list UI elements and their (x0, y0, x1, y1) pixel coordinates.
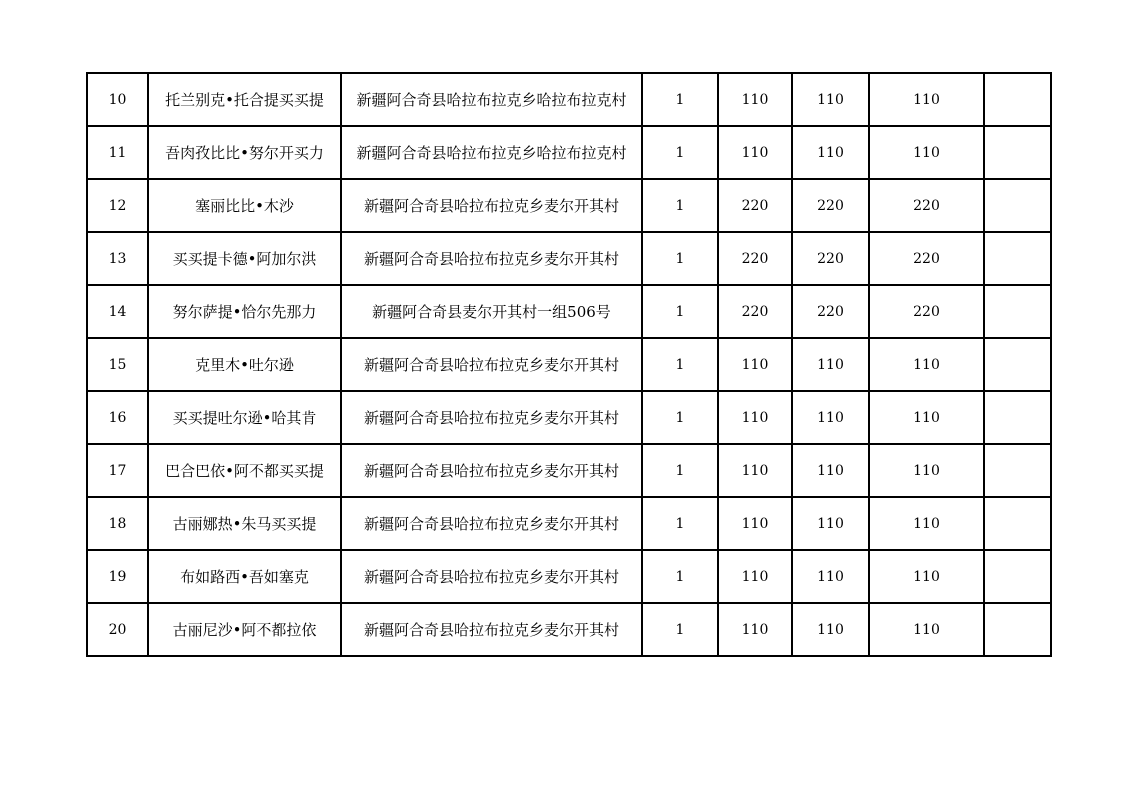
cell-amount-3: 110 (869, 126, 984, 179)
cell-note (984, 444, 1051, 497)
cell-note (984, 179, 1051, 232)
cell-amount-2: 110 (792, 444, 869, 497)
cell-note (984, 550, 1051, 603)
cell-amount-2: 220 (792, 232, 869, 285)
data-table (86, 72, 1052, 657)
cell-count: 1 (642, 497, 718, 550)
cell-amount-3: 220 (869, 232, 984, 285)
table-row (87, 603, 1051, 656)
cell-amount-1: 110 (718, 338, 792, 391)
table-row (87, 338, 1051, 391)
table-row (87, 550, 1051, 603)
cell-amount-3: 110 (869, 550, 984, 603)
cell-amount-3: 110 (869, 338, 984, 391)
cell-row-number: 20 (87, 603, 148, 656)
cell-amount-1: 220 (718, 179, 792, 232)
cell-name: 克里木•吐尔逊 (148, 338, 341, 391)
table-row (87, 285, 1051, 338)
cell-amount-1: 110 (718, 391, 792, 444)
cell-amount-2: 110 (792, 603, 869, 656)
cell-amount-2: 220 (792, 179, 869, 232)
cell-address: 新疆阿合奇县哈拉布拉克乡麦尔开其村 (341, 444, 642, 497)
cell-note (984, 603, 1051, 656)
cell-address: 新疆阿合奇县哈拉布拉克乡哈拉布拉克村 (341, 126, 642, 179)
cell-count: 1 (642, 179, 718, 232)
table-row (87, 179, 1051, 232)
cell-name: 古丽娜热•朱马买买提 (148, 497, 341, 550)
cell-count: 1 (642, 444, 718, 497)
cell-count: 1 (642, 338, 718, 391)
cell-amount-2: 110 (792, 391, 869, 444)
cell-count: 1 (642, 232, 718, 285)
cell-name: 巴合巴依•阿不都买买提 (148, 444, 341, 497)
cell-amount-1: 110 (718, 73, 792, 126)
cell-note (984, 73, 1051, 126)
cell-address: 新疆阿合奇县哈拉布拉克乡麦尔开其村 (341, 232, 642, 285)
cell-row-number: 10 (87, 73, 148, 126)
cell-row-number: 13 (87, 232, 148, 285)
cell-amount-1: 110 (718, 603, 792, 656)
cell-address: 新疆阿合奇县哈拉布拉克乡麦尔开其村 (341, 179, 642, 232)
cell-count: 1 (642, 603, 718, 656)
table-row (87, 232, 1051, 285)
cell-row-number: 12 (87, 179, 148, 232)
table-row (87, 73, 1051, 126)
cell-name: 吾肉孜比比•努尔开买力 (148, 126, 341, 179)
cell-name: 塞丽比比•木沙 (148, 179, 341, 232)
cell-note (984, 338, 1051, 391)
cell-row-number: 19 (87, 550, 148, 603)
cell-address: 新疆阿合奇县哈拉布拉克乡哈拉布拉克村 (341, 73, 642, 126)
cell-amount-2: 110 (792, 73, 869, 126)
cell-amount-3: 110 (869, 497, 984, 550)
cell-amount-1: 110 (718, 550, 792, 603)
cell-count: 1 (642, 285, 718, 338)
cell-address: 新疆阿合奇县哈拉布拉克乡麦尔开其村 (341, 550, 642, 603)
table-row (87, 444, 1051, 497)
cell-amount-3: 220 (869, 285, 984, 338)
cell-amount-2: 110 (792, 126, 869, 179)
cell-row-number: 16 (87, 391, 148, 444)
cell-amount-1: 110 (718, 126, 792, 179)
cell-note (984, 497, 1051, 550)
cell-note (984, 126, 1051, 179)
cell-note (984, 232, 1051, 285)
cell-count: 1 (642, 73, 718, 126)
cell-row-number: 18 (87, 497, 148, 550)
cell-note (984, 391, 1051, 444)
cell-row-number: 11 (87, 126, 148, 179)
cell-amount-1: 220 (718, 285, 792, 338)
table-row (87, 126, 1051, 179)
cell-amount-2: 110 (792, 338, 869, 391)
cell-count: 1 (642, 550, 718, 603)
cell-amount-3: 110 (869, 603, 984, 656)
cell-name: 买买提吐尔逊•哈其肯 (148, 391, 341, 444)
cell-name: 努尔萨提•恰尔先那力 (148, 285, 341, 338)
cell-amount-3: 110 (869, 391, 984, 444)
cell-amount-2: 220 (792, 285, 869, 338)
cell-name: 买买提卡德•阿加尔洪 (148, 232, 341, 285)
table-row (87, 497, 1051, 550)
cell-address: 新疆阿合奇县哈拉布拉克乡麦尔开其村 (341, 391, 642, 444)
cell-address: 新疆阿合奇县哈拉布拉克乡麦尔开其村 (341, 338, 642, 391)
cell-amount-2: 110 (792, 497, 869, 550)
cell-note (984, 285, 1051, 338)
cell-address: 新疆阿合奇县哈拉布拉克乡麦尔开其村 (341, 603, 642, 656)
cell-amount-3: 110 (869, 444, 984, 497)
table-row (87, 391, 1051, 444)
cell-name: 古丽尼沙•阿不都拉依 (148, 603, 341, 656)
cell-count: 1 (642, 391, 718, 444)
cell-amount-1: 220 (718, 232, 792, 285)
cell-row-number: 17 (87, 444, 148, 497)
cell-row-number: 14 (87, 285, 148, 338)
cell-amount-1: 110 (718, 497, 792, 550)
cell-address: 新疆阿合奇县哈拉布拉克乡麦尔开其村 (341, 497, 642, 550)
cell-name: 托兰别克•托合提买买提 (148, 73, 341, 126)
cell-count: 1 (642, 126, 718, 179)
cell-amount-1: 110 (718, 444, 792, 497)
cell-address: 新疆阿合奇县麦尔开其村一组506号 (341, 285, 642, 338)
cell-amount-2: 110 (792, 550, 869, 603)
table-body (87, 73, 1051, 656)
cell-amount-3: 110 (869, 73, 984, 126)
cell-name: 布如路西•吾如塞克 (148, 550, 341, 603)
cell-amount-3: 220 (869, 179, 984, 232)
cell-row-number: 15 (87, 338, 148, 391)
